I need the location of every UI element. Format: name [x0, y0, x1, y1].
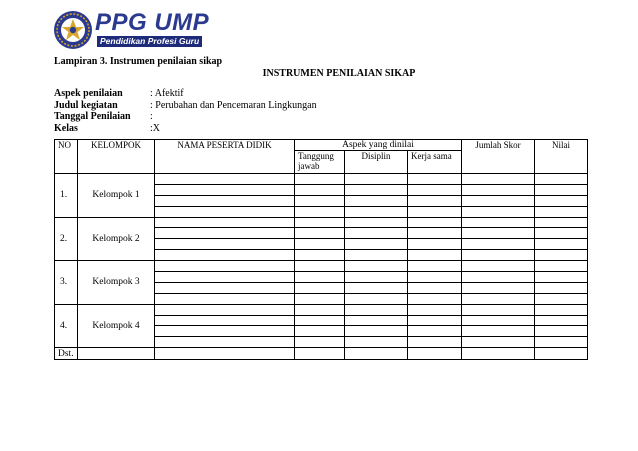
score-cell[interactable] — [155, 239, 295, 250]
score-cell[interactable] — [408, 261, 462, 272]
score-cell[interactable] — [535, 293, 588, 304]
score-cell[interactable] — [408, 272, 462, 283]
score-cell[interactable] — [155, 326, 295, 337]
score-cell[interactable] — [155, 217, 295, 228]
score-cell[interactable] — [462, 184, 535, 195]
ppg-ump-logo — [53, 10, 213, 50]
score-cell[interactable] — [295, 315, 345, 326]
score-cell[interactable] — [462, 282, 535, 293]
score-cell[interactable] — [155, 261, 295, 272]
meta-row-kelas — [54, 123, 317, 135]
meta-value: : — [150, 111, 153, 122]
footer-row — [55, 348, 588, 360]
score-cell[interactable] — [295, 217, 345, 228]
score-cell[interactable] — [155, 195, 295, 206]
score-cell[interactable] — [408, 206, 462, 217]
score-cell[interactable] — [462, 337, 535, 348]
score-cell[interactable] — [462, 228, 535, 239]
group-number: 2. — [55, 217, 78, 261]
footer-cell — [155, 348, 295, 360]
score-cell[interactable] — [345, 206, 408, 217]
score-cell[interactable] — [535, 217, 588, 228]
header-jumlah: Jumlah Skor — [462, 140, 535, 174]
score-cell[interactable] — [408, 293, 462, 304]
score-cell[interactable] — [345, 250, 408, 261]
score-cell[interactable] — [535, 195, 588, 206]
table-row — [55, 304, 588, 315]
group-name: Kelompok 2 — [78, 217, 155, 261]
score-cell[interactable] — [408, 239, 462, 250]
score-cell[interactable] — [295, 250, 345, 261]
score-cell[interactable] — [462, 261, 535, 272]
meta-label: Aspek penilaian — [54, 88, 123, 99]
meta-row-judul — [54, 100, 317, 112]
score-cell[interactable] — [155, 282, 295, 293]
score-cell[interactable] — [408, 337, 462, 348]
score-cell[interactable] — [535, 206, 588, 217]
meta-label: Kelas — [54, 122, 78, 134]
footer-cell — [345, 348, 408, 360]
table-row — [55, 217, 588, 228]
score-cell[interactable] — [462, 195, 535, 206]
meta-value: :X — [150, 122, 160, 134]
score-cell[interactable] — [408, 315, 462, 326]
score-cell[interactable] — [535, 184, 588, 195]
score-cell[interactable] — [295, 184, 345, 195]
score-cell[interactable] — [462, 315, 535, 326]
score-cell[interactable] — [345, 304, 408, 315]
score-cell[interactable] — [345, 337, 408, 348]
score-cell[interactable] — [462, 239, 535, 250]
score-cell[interactable] — [535, 304, 588, 315]
score-cell[interactable] — [295, 337, 345, 348]
score-cell[interactable] — [408, 250, 462, 261]
score-cell[interactable] — [295, 293, 345, 304]
subheader-tanggung: Tanggung jawab — [295, 151, 345, 174]
header-nilai: Nilai — [535, 140, 588, 174]
score-cell[interactable] — [408, 326, 462, 337]
score-cell[interactable] — [345, 195, 408, 206]
header-aspek: Aspek yang dinilai — [295, 140, 462, 151]
appendix-caption: Lampiran 3. Instrumen penilaian sikap — [54, 56, 223, 67]
logo-subtitle: Pendidikan Profesi Guru — [97, 36, 202, 47]
score-cell[interactable] — [295, 195, 345, 206]
score-cell[interactable] — [462, 217, 535, 228]
score-cell[interactable] — [295, 282, 345, 293]
score-cell[interactable] — [295, 326, 345, 337]
score-cell[interactable] — [462, 272, 535, 283]
score-cell[interactable] — [345, 272, 408, 283]
meta-block — [54, 88, 317, 134]
score-cell[interactable] — [345, 282, 408, 293]
score-cell[interactable] — [535, 228, 588, 239]
meta-row-aspek — [54, 88, 317, 100]
score-cell[interactable] — [155, 206, 295, 217]
meta-label: Tanggal Penilaian — [54, 111, 131, 122]
score-cell[interactable] — [408, 304, 462, 315]
score-cell[interactable] — [535, 250, 588, 261]
score-cell[interactable] — [295, 304, 345, 315]
score-cell[interactable] — [535, 261, 588, 272]
score-cell[interactable] — [345, 315, 408, 326]
group-name: Kelompok 1 — [78, 174, 155, 218]
score-cell[interactable] — [462, 174, 535, 185]
score-cell[interactable] — [535, 337, 588, 348]
score-cell[interactable] — [295, 174, 345, 185]
score-cell[interactable] — [345, 239, 408, 250]
score-cell[interactable] — [155, 315, 295, 326]
group-name: Kelompok 3 — [78, 261, 155, 305]
score-cell[interactable] — [408, 195, 462, 206]
score-cell[interactable] — [295, 261, 345, 272]
score-cell[interactable] — [295, 206, 345, 217]
header-kelompok: KELOMPOK — [78, 140, 155, 174]
score-cell[interactable] — [155, 293, 295, 304]
meta-row-tanggal — [54, 111, 317, 123]
score-cell[interactable] — [345, 174, 408, 185]
assessment-table — [54, 139, 588, 360]
score-cell[interactable] — [462, 206, 535, 217]
score-cell[interactable] — [535, 174, 588, 185]
meta-value: : Perubahan dan Pencemaran Lingkungan — [150, 99, 317, 111]
score-cell[interactable] — [295, 239, 345, 250]
score-cell[interactable] — [155, 228, 295, 239]
score-cell[interactable] — [408, 174, 462, 185]
subheader-disiplin: Disiplin — [345, 151, 408, 174]
group-number: 1. — [55, 174, 78, 218]
score-cell[interactable] — [462, 326, 535, 337]
footer-cell — [535, 348, 588, 360]
score-cell[interactable] — [155, 272, 295, 283]
score-cell[interactable] — [345, 217, 408, 228]
score-cell[interactable] — [155, 250, 295, 261]
score-cell[interactable] — [408, 217, 462, 228]
footer-cell — [78, 348, 155, 360]
score-cell[interactable] — [408, 228, 462, 239]
score-cell[interactable] — [345, 261, 408, 272]
score-cell[interactable] — [462, 293, 535, 304]
score-cell[interactable] — [345, 293, 408, 304]
score-cell[interactable] — [535, 239, 588, 250]
score-cell[interactable] — [155, 304, 295, 315]
subheader-kerja: Kerja sama — [408, 151, 462, 174]
score-cell[interactable] — [345, 228, 408, 239]
document-title: INSTRUMEN PENILAIAN SIKAP — [262, 68, 416, 79]
footer-cell — [462, 348, 535, 360]
score-cell[interactable] — [295, 228, 345, 239]
group-number: 3. — [55, 261, 78, 305]
university-emblem-icon — [53, 10, 93, 50]
score-cell[interactable] — [345, 184, 408, 195]
group-number: 4. — [55, 304, 78, 348]
table-row — [55, 261, 588, 272]
header-row — [55, 140, 588, 151]
header-no: NO — [55, 140, 78, 174]
score-cell[interactable] — [535, 326, 588, 337]
score-cell[interactable] — [345, 326, 408, 337]
meta-value: : Afektif — [150, 88, 184, 99]
score-cell[interactable] — [462, 304, 535, 315]
footer-cell — [408, 348, 462, 360]
table-body — [55, 174, 588, 360]
score-cell[interactable] — [462, 250, 535, 261]
logo-title: PPG UMP — [95, 9, 210, 36]
score-cell[interactable] — [535, 272, 588, 283]
score-cell[interactable] — [155, 337, 295, 348]
score-cell[interactable] — [535, 315, 588, 326]
footer-dst: Dst. — [55, 348, 78, 360]
score-cell[interactable] — [408, 184, 462, 195]
table-row — [55, 174, 588, 185]
footer-cell — [295, 348, 345, 360]
meta-label: Judul kegiatan — [54, 99, 118, 111]
group-name: Kelompok 4 — [78, 304, 155, 348]
score-cell[interactable] — [295, 272, 345, 283]
score-cell[interactable] — [535, 282, 588, 293]
score-cell[interactable] — [155, 184, 295, 195]
score-cell[interactable] — [408, 282, 462, 293]
score-cell[interactable] — [155, 174, 295, 185]
header-nama: NAMA PESERTA DIDIK — [155, 140, 295, 174]
